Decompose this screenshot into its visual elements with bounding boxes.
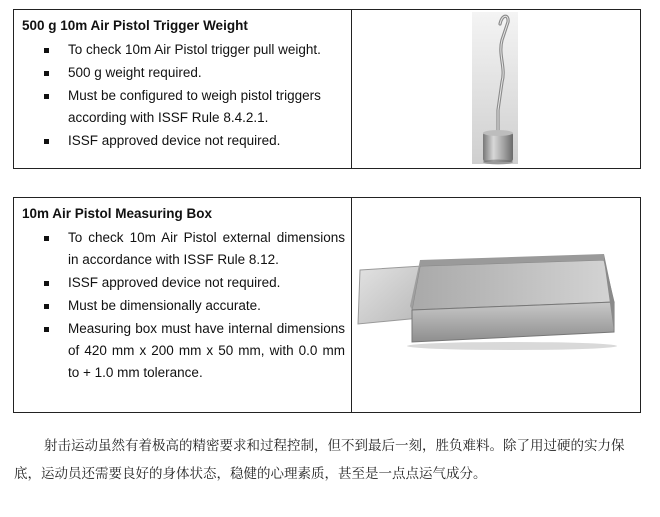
bullet-list — [22, 227, 345, 384]
measuring-box-photo — [352, 198, 640, 412]
bullet-item: To check 10m Air Pistol external dimensions in accordance with ISSF Rule 8.12. — [22, 227, 345, 271]
bullet-item: Measuring box must have internal dimensions of 420 mm x 200 mm x 50 mm, with 0.0 mm to + 1.0 mm tolerance. — [22, 318, 345, 384]
card-title: 10m Air Pistol Measuring Box — [22, 206, 213, 221]
bullet-item: ISSF approved device not required. — [22, 272, 345, 294]
bullet-item: Must be configured to weigh pistol triggers according with ISSF Rule 8.4.2.1. — [22, 85, 345, 129]
footer-paragraph: 射击运动虽然有着极高的精密要求和过程控制，但不到最后一刻，胜负难料。除了用过硬的实力保底，运动员还需要良好的身体状态，稳健的心理素质，甚至是一点点运气成分。 — [14, 438, 625, 482]
trigger-weight-text — [14, 10, 352, 168]
bullet-item: 500 g weight required. — [22, 62, 345, 84]
card-title: 500 g 10m Air Pistol Trigger Weight — [22, 18, 248, 33]
trigger-weight-photo — [352, 10, 640, 168]
measuring-box-text — [14, 198, 352, 412]
bullet-item: ISSF approved device not required. — [22, 130, 345, 152]
measuring-box-card — [13, 197, 641, 413]
trigger-weight-card — [13, 9, 641, 169]
bullet-item: Must be dimensionally accurate. — [22, 295, 345, 317]
bullet-item: To check 10m Air Pistol trigger pull weight. — [22, 39, 345, 61]
bullet-list — [22, 39, 345, 152]
